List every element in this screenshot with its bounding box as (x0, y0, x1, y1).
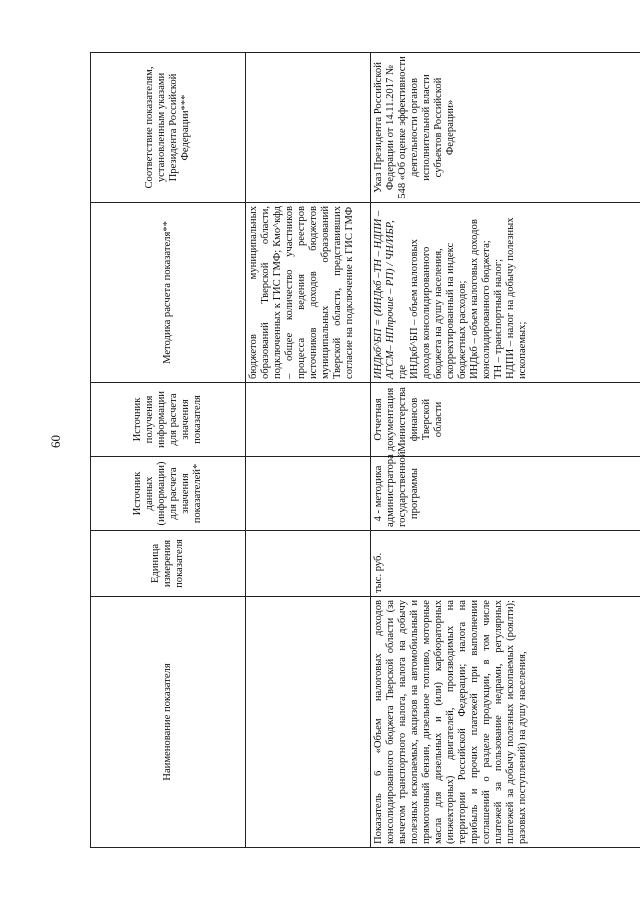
method-definition: НДПИ – налог на добычу полезных ископаемых; (504, 217, 528, 379)
method-formula: ИНДкб^БП = (ИНДкб –ТН – НДПИ – АГСМ– НПпрочие – РП) / ЧН/ИБР, (373, 210, 396, 379)
indicator-unit-cell: тыс. руб. (371, 531, 640, 597)
cell-empty (246, 383, 371, 457)
indicator-source-data-cell: 4 - методика администратора государственной программы (371, 457, 640, 531)
method-definition: ТН – транспортный налог; (492, 258, 504, 379)
cell-empty (246, 531, 371, 597)
method-definition: ИНДкб^БП – объем налоговых доходов консолидированного бюджета на душу населения, скорректированный на индекс бюджетных расходов; (408, 239, 468, 379)
cell-empty (246, 597, 371, 848)
indicator-row (371, 53, 640, 848)
header-source-info: Источник получения информации для расчета значения показателя (91, 383, 246, 457)
indicator-conformity-cell: Указ Президента Российской Федерации от 14.11.2017 № 548 «Об оценке эффективности деятельности органов исполнительной власти субъектов Российской Федерации» (371, 53, 640, 203)
continued-method-cell: бюджетов муниципальных образований Тверской области, подключенных к ГИС ГМФ; Кмо^кфд – общее количество участников процесса ведения реестров источников доходов бюджетов муниципальных образований Тверской области, представивших согласие на подключение к ГИС ГМФ (246, 203, 371, 383)
indicator-name-cell: Показатель 6 «Объем налоговых доходов консолидированного бюджета Тверской области (за вычетом транспортного налога, налога на добычу полезных ископаемых, акцизов на автомобильный и прямогонный бензин, дизельное топливо, моторные масла для дизельных и (или) карбюраторных (инжекторных) двигателей, производимых на территории Российской Федерации; налога на прибыль и прочих платежей при выполнении соглашений о разделе продукции, в том числе платежей за пользование недрами, регулярных платежей за добычу полезных ископаемых (роялти); разовых поступлений) на душу населения, (371, 597, 640, 848)
cell-empty (246, 53, 371, 203)
header-unit: Единица измерения показателя (91, 531, 246, 597)
header-conformity: Соответствие показателям, установленным указами Президента Российской Федерации*** (91, 53, 246, 203)
indicator-table-wrapper (90, 53, 640, 848)
method-where: где (396, 365, 408, 379)
indicator-method-cell (371, 203, 640, 383)
page-number: 60 (48, 435, 63, 448)
indicator-table (90, 52, 640, 848)
header-row (91, 53, 246, 848)
indicator-source-info-cell: Отчетная документация Министерства финансов Тверской области (371, 383, 640, 457)
method-definition: ИНДкб – объем налоговых доходов консолидированного бюджета; (468, 219, 492, 379)
cell-empty (246, 457, 371, 531)
header-name: Наименование показателя (91, 597, 246, 848)
continued-row (246, 53, 371, 848)
header-method: Методика расчета показателя** (91, 203, 246, 383)
header-source-data: Источник данных (информации) для расчета значения показателей* (91, 457, 246, 531)
